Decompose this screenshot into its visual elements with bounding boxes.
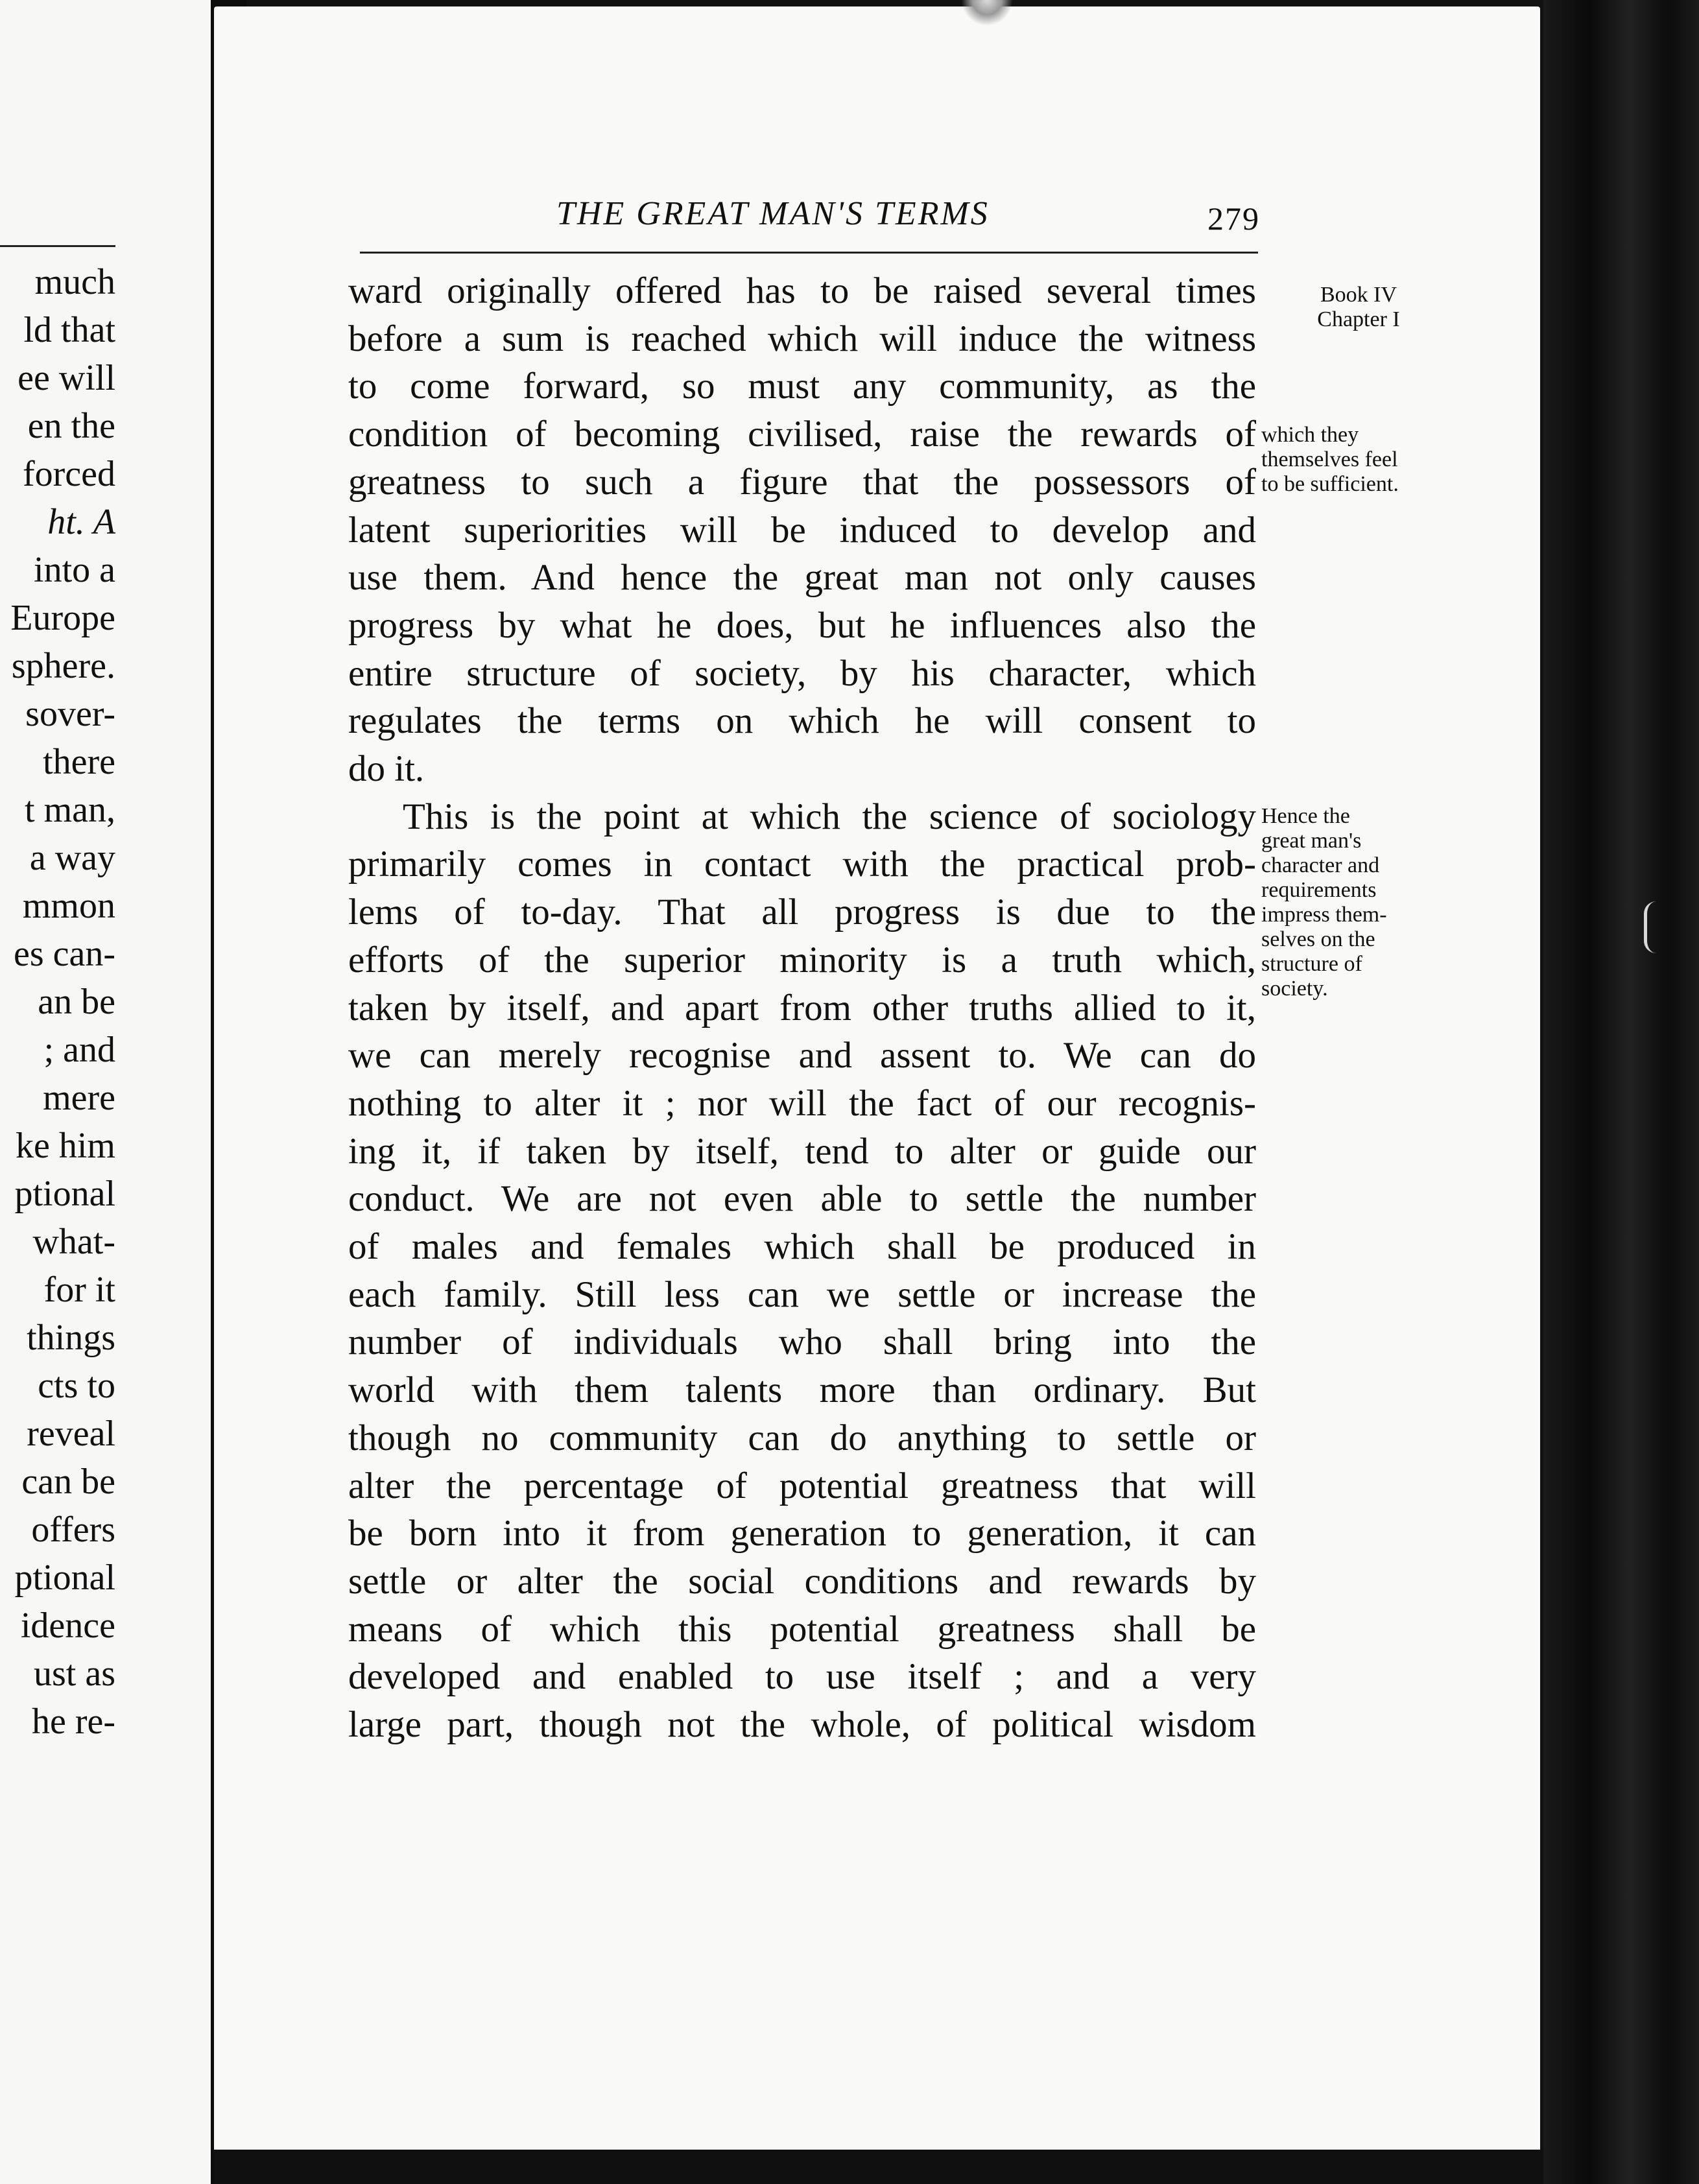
sidenote-line: requirements — [1261, 878, 1377, 902]
text-line: lems of to-day. That all progress is due to the — [348, 892, 1256, 933]
facing-line: ptional — [14, 1174, 115, 1214]
facing-line: sover- — [25, 694, 115, 734]
sidenote-line: Hence the — [1261, 804, 1350, 828]
running-head-title: THE GREAT MAN'S TERMS — [556, 195, 990, 232]
sidenote-line: to be sufficient. — [1261, 472, 1399, 496]
sidenote-line: Book IV — [1320, 283, 1397, 307]
facing-line: reveal — [27, 1414, 115, 1454]
text-line: number of individuals who shall bring into the — [348, 1322, 1256, 1363]
sidenote-line: structure of — [1261, 952, 1362, 976]
text-line: each family. Still less can we settle or increase the — [348, 1274, 1256, 1315]
text-line: progress by what he does, but he influences also the — [348, 604, 1256, 646]
facing-line: ; and — [43, 1030, 115, 1070]
text-line: do it. — [348, 748, 425, 790]
sidenote-line: great man's — [1261, 829, 1362, 853]
facing-line: ust as — [34, 1654, 115, 1694]
text-line: condition of becoming civilised, raise the rewards of — [348, 414, 1256, 455]
sidenote-line: themselves feel — [1261, 447, 1398, 471]
sidenote-sufficient — [1261, 423, 1436, 497]
scan-artifact-mark — [1644, 901, 1656, 953]
facing-page-rule — [0, 245, 115, 247]
text-line: greatness to such a figure that the possessors of — [348, 461, 1256, 503]
sidenote-line: character and — [1261, 853, 1380, 877]
text-line: world with them talents more than ordinary. But — [348, 1370, 1256, 1411]
facing-line: sphere. — [11, 646, 115, 686]
text-line: regulates the terms on which he will consent to — [348, 700, 1256, 742]
text-line: ward originally offered has to be raised several times — [348, 270, 1256, 311]
text-line: we can merely recognise and assent to. We can do — [348, 1035, 1256, 1076]
facing-line: t man, — [25, 790, 115, 830]
text-line: be born into it from generation to generation, it can — [348, 1513, 1256, 1554]
facing-line: Europe — [10, 598, 115, 638]
sidenote-line: selves on the — [1261, 927, 1375, 951]
text-line: entire structure of society, by his character, which — [348, 652, 1256, 694]
book-page-edges — [1543, 0, 1699, 2184]
sidenote-line: which they — [1261, 423, 1359, 447]
facing-page-left — [0, 0, 211, 2184]
book-bottom-edge — [214, 2150, 1543, 2184]
sidenote-line: society. — [1261, 977, 1328, 1001]
text-line: ing it, if taken by itself, tend to alter or guide our — [348, 1130, 1256, 1172]
facing-line: he re- — [31, 1702, 115, 1742]
text-line: to come forward, so must any community, as the — [348, 366, 1256, 407]
facing-line: much — [34, 262, 115, 302]
facing-line: what- — [32, 1222, 115, 1262]
sidenote-line: Chapter I — [1317, 307, 1400, 331]
text-line: efforts of the superior minority is a truth which, — [348, 939, 1256, 980]
text-line: conduct. We are not even able to settle the number — [348, 1178, 1256, 1220]
sidenote-line: impress them- — [1261, 903, 1387, 927]
text-line: nothing to alter it ; nor will the fact of our recognis- — [348, 1082, 1256, 1124]
facing-line: en the — [27, 406, 115, 446]
facing-line: ptional — [14, 1558, 115, 1598]
facing-line: can be — [21, 1462, 115, 1502]
text-line: latent superiorities will be induced to develop and — [348, 509, 1256, 551]
facing-line: ht. A — [47, 502, 115, 542]
header-rule — [360, 252, 1258, 254]
body-text — [348, 267, 1256, 1749]
text-line: settle or alter the social conditions and rewards by — [348, 1560, 1256, 1602]
facing-line: an be — [38, 982, 115, 1022]
facing-line: mere — [43, 1078, 115, 1118]
facing-line: mmon — [22, 886, 115, 926]
page-number: 279 — [1207, 200, 1260, 237]
text-line: means of which this potential greatness shall be — [348, 1608, 1256, 1650]
scan-artifact — [961, 0, 1013, 26]
text-line: large part, though not the whole, of political wisdom — [348, 1704, 1256, 1746]
facing-line: a way — [29, 838, 115, 878]
facing-page-text — [0, 258, 115, 1746]
facing-line: for it — [43, 1270, 115, 1310]
facing-line: ld that — [23, 310, 115, 350]
facing-line: offers — [31, 1510, 115, 1550]
text-line: of males and females which shall be produced in — [348, 1226, 1256, 1268]
facing-line: forced — [22, 454, 115, 494]
text-line: though no community can do anything to settle or — [348, 1417, 1256, 1458]
text-line: alter the percentage of potential greatness that will — [348, 1465, 1256, 1506]
facing-line: cts to — [38, 1366, 115, 1406]
facing-line: ke him — [16, 1126, 115, 1166]
sidenote-book-chapter — [1294, 283, 1423, 332]
text-line: use them. And hence the great man not only causes — [348, 557, 1256, 599]
facing-line: idence — [20, 1606, 115, 1646]
text-line: primarily comes in contact with the practical prob- — [348, 844, 1256, 885]
facing-line: there — [43, 742, 115, 782]
text-line: This is the point at which the science of sociology — [403, 796, 1256, 837]
facing-line: things — [27, 1318, 115, 1358]
text-line: developed and enabled to use itself ; and a very — [348, 1656, 1256, 1698]
text-line: taken by itself, and apart from other truths allied to it, — [348, 987, 1256, 1028]
sidenote-character — [1261, 804, 1436, 1001]
text-line: before a sum is reached which will induce the witness — [348, 318, 1256, 359]
facing-line: es can- — [13, 934, 115, 974]
facing-line: ee will — [18, 358, 115, 398]
facing-line: into a — [34, 550, 115, 590]
